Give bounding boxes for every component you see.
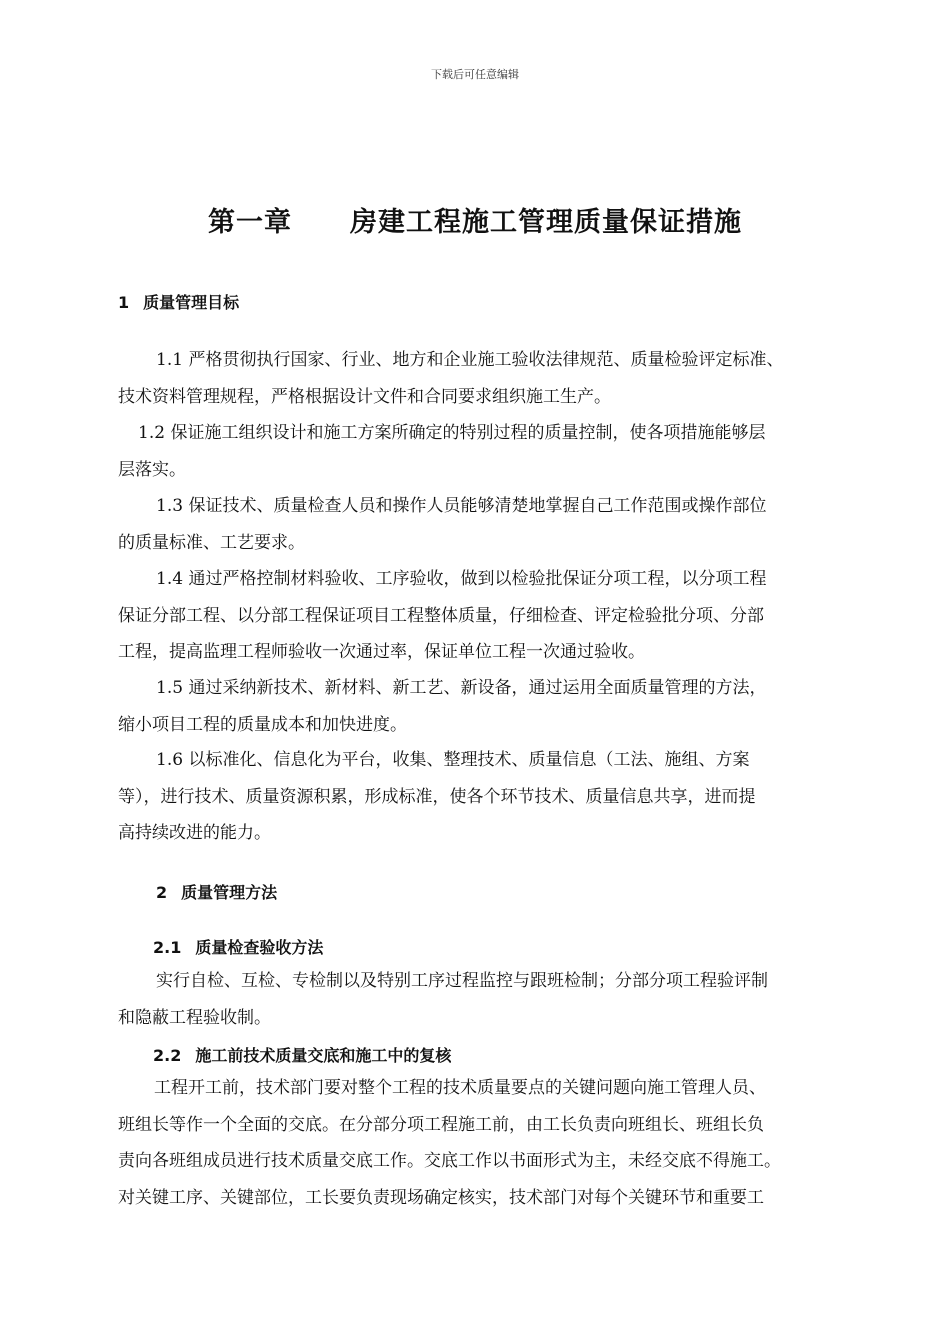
- section-title: 质量管理目标: [143, 293, 240, 312]
- text-line: 缩小项目工程的质量成本和加快进度。: [118, 714, 407, 735]
- item-1-4: [118, 561, 853, 671]
- text-line: 班组长等作一个全面的交底。在分部分项工程施工前，由工长负责向班组长、班组长负: [118, 1114, 764, 1135]
- chapter-heading: 房建工程施工管理质量保证措施: [350, 207, 742, 238]
- subsection-title: 质量检查验收方法: [195, 938, 324, 957]
- text-line: 和隐蔽工程验收制。: [118, 1007, 271, 1028]
- section-number: 1: [118, 293, 130, 312]
- text-line: 工程开工前，技术部门要对整个工程的技术质量要点的关键问题向施工管理人员、: [154, 1078, 766, 1098]
- text-line: 保证分部工程、以分部工程保证项目工程整体质量，仔细检查、评定检验批分项、分部: [118, 605, 764, 626]
- item-1-5: [118, 670, 853, 743]
- item-1-1: [118, 342, 853, 415]
- section-number: 2: [156, 883, 168, 902]
- subsection-2-2-heading: [153, 1043, 451, 1066]
- text-line: 高持续改进的能力。: [118, 823, 271, 843]
- text-line: 1.2 保证施工组织设计和施工方案所确定的特别过程的质量控制，使各项措施能够层: [138, 423, 766, 443]
- text-line: 工程，提高监理工程师验收一次通过率，保证单位工程一次通过验收。: [118, 642, 645, 662]
- section-title: 质量管理方法: [181, 883, 278, 902]
- text-line: 1.1 严格贯彻执行国家、行业、地方和企业施工验收法律规范、质量检验评定标准、: [156, 350, 784, 370]
- chapter-title: [0, 200, 950, 239]
- section-1-heading: [118, 290, 239, 313]
- subsection-number: 2.1: [153, 938, 182, 957]
- subsection-2-1-body: [118, 963, 853, 1036]
- chapter-number: 第一章: [208, 207, 292, 238]
- text-line: 1.3 保证技术、质量检查人员和操作人员能够清楚地掌握自己工作范围或操作部位: [156, 496, 767, 516]
- subsection-number: 2.2: [153, 1046, 182, 1065]
- item-1-3: [118, 488, 853, 561]
- header-note: 下载后可任意编辑: [431, 68, 519, 81]
- text-line: 1.5 通过采纳新技术、新材料、新工艺、新设备，通过运用全面质量管理的方法，: [156, 678, 767, 698]
- subsection-2-1-heading: [153, 935, 323, 958]
- subsection-2-2-body: [118, 1070, 853, 1216]
- text-line: 实行自检、互检、专检制以及特别工序过程监控与跟班检制；分部分项工程验评制: [156, 971, 768, 991]
- item-1-2: [118, 415, 853, 488]
- text-line: 责向各班组成员进行技术质量交底工作。交底工作以书面形式为主，未经交底不得施工。: [118, 1151, 781, 1171]
- text-line: 的质量标准、工艺要求。: [118, 532, 305, 553]
- text-line: 1.6 以标准化、信息化为平台，收集、整理技术、质量信息（工法、施组、方案: [156, 750, 750, 770]
- subsection-title: 施工前技术质量交底和施工中的复核: [195, 1046, 452, 1065]
- text-line: 层落实。: [118, 459, 186, 480]
- text-line: 等），进行技术、质量资源积累，形成标准，使各个环节技术、质量信息共享，进而提: [118, 786, 756, 807]
- text-line: 技术资料管理规程，严格根据设计文件和合同要求组织施工生产。: [118, 386, 611, 407]
- section-2-heading: [156, 880, 277, 903]
- text-line: 对关键工序、关键部位，工长要负责现场确定核实，技术部门对每个关键环节和重要工: [118, 1187, 764, 1208]
- text-line: 1.4 通过严格控制材料验收、工序验收，做到以检验批保证分项工程，以分项工程: [156, 569, 767, 589]
- item-1-6: [118, 742, 853, 852]
